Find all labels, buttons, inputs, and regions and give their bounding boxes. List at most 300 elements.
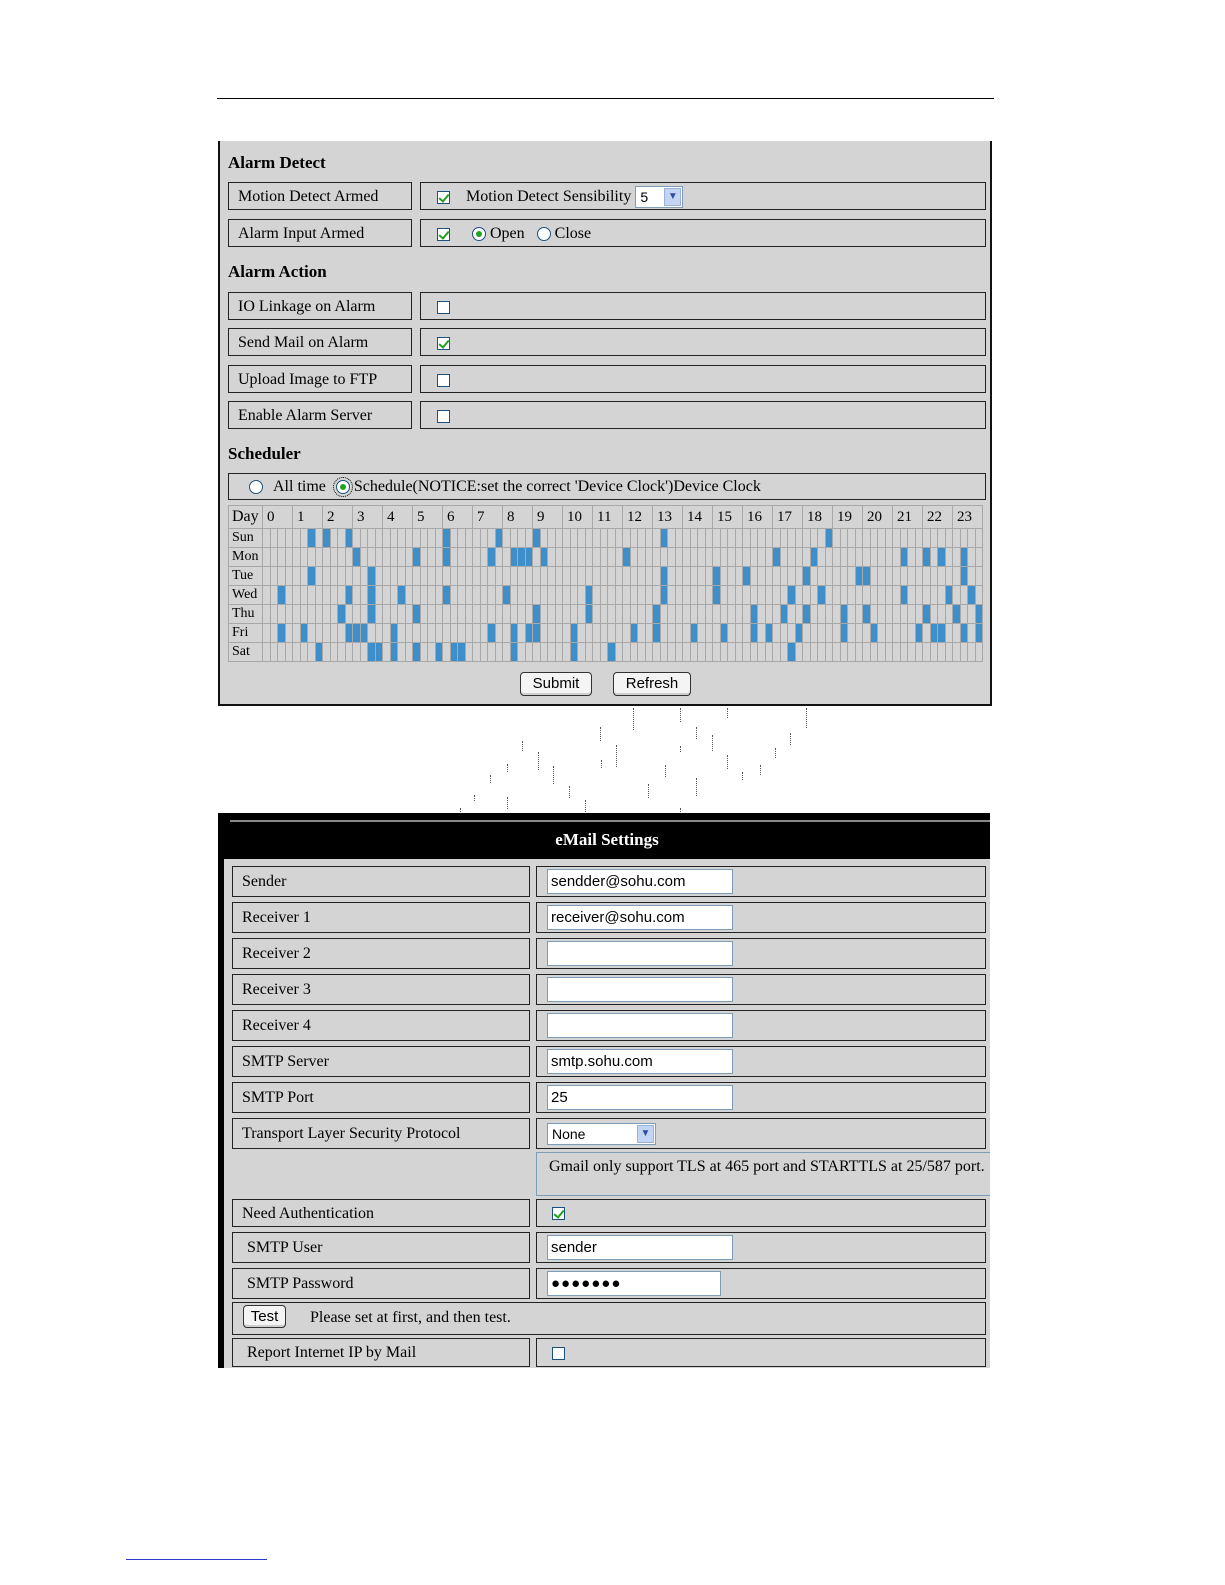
schedule-slot[interactable] [420, 643, 428, 662]
schedule-slot[interactable] [653, 567, 661, 586]
schedule-slot[interactable] [848, 605, 856, 624]
schedule-slot[interactable] [375, 624, 383, 643]
schedule-slot[interactable] [368, 548, 376, 567]
refresh-button[interactable]: Refresh [613, 672, 691, 696]
schedule-slot[interactable] [330, 605, 338, 624]
schedule-slot[interactable] [825, 643, 833, 662]
schedule-slot[interactable] [645, 529, 653, 548]
schedule-slot[interactable] [630, 567, 638, 586]
schedule-slot[interactable] [638, 586, 646, 605]
schedule-slot[interactable] [563, 643, 571, 662]
schedule-slot[interactable] [645, 586, 653, 605]
schedule-slot[interactable] [450, 605, 458, 624]
schedule-slot[interactable] [540, 567, 548, 586]
schedule-slot[interactable] [608, 529, 616, 548]
schedule-slot[interactable] [503, 643, 511, 662]
schedule-slot[interactable] [278, 643, 286, 662]
schedule-slot[interactable] [788, 548, 796, 567]
schedule-slot[interactable] [848, 529, 856, 548]
schedule-slot[interactable] [863, 529, 871, 548]
schedule-slot[interactable] [578, 605, 586, 624]
schedule-slot[interactable] [263, 605, 271, 624]
schedule-slot[interactable] [293, 643, 301, 662]
schedule-slot[interactable] [743, 529, 751, 548]
schedule-slot[interactable] [818, 529, 826, 548]
schedule-slot[interactable] [548, 605, 556, 624]
schedule-slot[interactable] [473, 567, 481, 586]
schedule-slot[interactable] [833, 586, 841, 605]
schedule-slot[interactable] [518, 529, 526, 548]
schedule-slot[interactable] [555, 548, 563, 567]
schedule-slot[interactable] [413, 567, 421, 586]
schedule-slot[interactable] [930, 605, 938, 624]
schedule-slot[interactable] [713, 567, 721, 586]
schedule-slot[interactable] [803, 548, 811, 567]
schedule-slot[interactable] [698, 605, 706, 624]
schedule-slot[interactable] [495, 605, 503, 624]
schedule-slot[interactable] [368, 643, 376, 662]
schedule-slot[interactable] [705, 529, 713, 548]
schedule-slot[interactable] [773, 624, 781, 643]
schedule-slot[interactable] [368, 624, 376, 643]
schedule-slot[interactable] [675, 567, 683, 586]
schedule-slot[interactable] [480, 643, 488, 662]
schedule-slot[interactable] [315, 529, 323, 548]
schedule-slot[interactable] [608, 586, 616, 605]
schedule-slot[interactable] [300, 643, 308, 662]
schedule-slot[interactable] [270, 529, 278, 548]
schedule-slot[interactable] [413, 605, 421, 624]
schedule-slot[interactable] [300, 586, 308, 605]
schedule-slot[interactable] [698, 529, 706, 548]
alarm-server-checkbox[interactable] [437, 410, 450, 423]
schedule-slot[interactable] [630, 643, 638, 662]
schedule-slot[interactable] [338, 643, 346, 662]
schedule-slot[interactable] [398, 548, 406, 567]
schedule-slot[interactable] [323, 529, 331, 548]
schedule-slot[interactable] [795, 643, 803, 662]
schedule-slot[interactable] [563, 605, 571, 624]
schedule-slot[interactable] [698, 567, 706, 586]
schedule-slot[interactable] [375, 567, 383, 586]
schedule-slot[interactable] [720, 548, 728, 567]
schedule-slot[interactable] [270, 567, 278, 586]
schedule-slot[interactable] [818, 548, 826, 567]
schedule-slot[interactable] [968, 567, 976, 586]
schedule-slot[interactable] [533, 586, 541, 605]
schedule-slot[interactable] [405, 643, 413, 662]
schedule-slot[interactable] [638, 567, 646, 586]
schedule-slot[interactable] [353, 529, 361, 548]
schedule-slot[interactable] [795, 548, 803, 567]
schedule-slot[interactable] [698, 548, 706, 567]
schedule-slot[interactable] [285, 548, 293, 567]
schedule-slot[interactable] [923, 529, 931, 548]
schedule-slot[interactable] [683, 567, 691, 586]
schedule-slot[interactable] [968, 586, 976, 605]
schedule-slot[interactable] [293, 605, 301, 624]
schedule-slot[interactable] [548, 643, 556, 662]
schedule-slot[interactable] [615, 605, 623, 624]
schedule-slot[interactable] [285, 586, 293, 605]
schedule-slot[interactable] [660, 624, 668, 643]
schedule-slot[interactable] [375, 586, 383, 605]
schedule-slot[interactable] [285, 624, 293, 643]
schedule-slot[interactable] [660, 548, 668, 567]
schedule-slot[interactable] [900, 548, 908, 567]
schedule-slot[interactable] [848, 586, 856, 605]
schedule-slot[interactable] [285, 529, 293, 548]
schedule-slot[interactable] [330, 548, 338, 567]
schedule-slot[interactable] [840, 605, 848, 624]
schedule-slot[interactable] [330, 643, 338, 662]
schedule-slot[interactable] [495, 529, 503, 548]
schedule-slot[interactable] [713, 624, 721, 643]
schedule-slot[interactable] [825, 586, 833, 605]
schedule-slot[interactable] [570, 529, 578, 548]
schedule-slot[interactable] [938, 586, 946, 605]
schedule-slot[interactable] [278, 529, 286, 548]
schedule-slot[interactable] [683, 643, 691, 662]
schedule-slot[interactable] [533, 605, 541, 624]
schedule-slot[interactable] [563, 529, 571, 548]
sensibility-select[interactable] [635, 186, 683, 208]
schedule-slot[interactable] [368, 586, 376, 605]
schedule-slot[interactable] [713, 529, 721, 548]
schedule-slot[interactable] [300, 624, 308, 643]
schedule-slot[interactable] [818, 567, 826, 586]
schedule-slot[interactable] [660, 567, 668, 586]
schedule-slot[interactable] [743, 605, 751, 624]
schedule-slot[interactable] [390, 529, 398, 548]
schedule-slot[interactable] [735, 529, 743, 548]
schedule-slot[interactable] [503, 567, 511, 586]
schedule-slot[interactable] [518, 548, 526, 567]
schedule-slot[interactable] [488, 643, 496, 662]
schedule-slot[interactable] [638, 529, 646, 548]
schedule-slot[interactable] [945, 567, 953, 586]
all-time-radio[interactable] [249, 480, 263, 494]
schedule-slot[interactable] [600, 548, 608, 567]
schedule-slot[interactable] [930, 586, 938, 605]
schedule-slot[interactable] [390, 586, 398, 605]
schedule-slot[interactable] [593, 567, 601, 586]
schedule-slot[interactable] [945, 624, 953, 643]
schedule-slot[interactable] [435, 529, 443, 548]
schedule-slot[interactable] [840, 624, 848, 643]
schedule-slot[interactable] [870, 624, 878, 643]
schedule-slot[interactable] [390, 624, 398, 643]
schedule-slot[interactable] [870, 643, 878, 662]
schedule-slot[interactable] [420, 548, 428, 567]
schedule-slot[interactable] [285, 643, 293, 662]
schedule-slot[interactable] [465, 567, 473, 586]
schedule-radio[interactable] [336, 480, 350, 494]
schedule-slot[interactable] [758, 643, 766, 662]
schedule-slot[interactable] [443, 643, 451, 662]
schedule-slot[interactable] [690, 586, 698, 605]
receiver3-input[interactable] [547, 977, 733, 1002]
schedule-slot[interactable] [818, 624, 826, 643]
schedule-slot[interactable] [870, 548, 878, 567]
schedule-slot[interactable] [788, 624, 796, 643]
schedule-slot[interactable] [578, 567, 586, 586]
schedule-slot[interactable] [968, 643, 976, 662]
schedule-slot[interactable] [705, 586, 713, 605]
schedule-slot[interactable] [908, 624, 916, 643]
schedule-slot[interactable] [525, 643, 533, 662]
schedule-slot[interactable] [593, 529, 601, 548]
schedule-slot[interactable] [645, 567, 653, 586]
schedule-slot[interactable] [630, 548, 638, 567]
schedule-slot[interactable] [263, 643, 271, 662]
schedule-slot[interactable] [435, 624, 443, 643]
schedule-slot[interactable] [443, 567, 451, 586]
schedule-slot[interactable] [465, 586, 473, 605]
schedule-slot[interactable] [525, 624, 533, 643]
schedule-slot[interactable] [315, 586, 323, 605]
schedule-slot[interactable] [413, 548, 421, 567]
schedule-slot[interactable] [540, 643, 548, 662]
schedule-slot[interactable] [593, 643, 601, 662]
schedule-slot[interactable] [885, 548, 893, 567]
schedule-slot[interactable] [360, 548, 368, 567]
schedule-slot[interactable] [765, 624, 773, 643]
schedule-slot[interactable] [615, 624, 623, 643]
schedule-slot[interactable] [570, 643, 578, 662]
schedule-slot[interactable] [668, 548, 676, 567]
schedule-slot[interactable] [465, 643, 473, 662]
schedule-slot[interactable] [720, 567, 728, 586]
schedule-slot[interactable] [555, 586, 563, 605]
schedule-slot[interactable] [765, 586, 773, 605]
schedule-slot[interactable] [728, 605, 736, 624]
schedule-slot[interactable] [668, 624, 676, 643]
schedule-slot[interactable] [915, 567, 923, 586]
schedule-slot[interactable] [533, 548, 541, 567]
schedule-slot[interactable] [533, 529, 541, 548]
schedule-slot[interactable] [945, 605, 953, 624]
schedule-slot[interactable] [413, 529, 421, 548]
schedule-slot[interactable] [615, 586, 623, 605]
smtp-server-input[interactable]: smtp.sohu.com [547, 1049, 733, 1074]
schedule-slot[interactable] [510, 643, 518, 662]
schedule-slot[interactable] [428, 643, 436, 662]
schedule-slot[interactable] [870, 529, 878, 548]
schedule-slot[interactable] [960, 605, 968, 624]
schedule-slot[interactable] [398, 567, 406, 586]
schedule-slot[interactable] [645, 548, 653, 567]
schedule-slot[interactable] [893, 567, 901, 586]
schedule-slot[interactable] [420, 586, 428, 605]
schedule-slot[interactable] [645, 643, 653, 662]
schedule-slot[interactable] [315, 643, 323, 662]
schedule-slot[interactable] [420, 567, 428, 586]
schedule-slot[interactable] [540, 548, 548, 567]
schedule-slot[interactable] [938, 529, 946, 548]
schedule-slot[interactable] [810, 529, 818, 548]
schedule-slot[interactable] [915, 586, 923, 605]
schedule-slot[interactable] [803, 529, 811, 548]
schedule-slot[interactable] [750, 605, 758, 624]
schedule-slot[interactable] [533, 567, 541, 586]
schedule-slot[interactable] [570, 567, 578, 586]
io-linkage-checkbox[interactable] [437, 301, 450, 314]
schedule-slot[interactable] [338, 624, 346, 643]
schedule-slot[interactable] [750, 548, 758, 567]
schedule-slot[interactable] [938, 548, 946, 567]
schedule-slot[interactable] [803, 624, 811, 643]
schedule-slot[interactable] [270, 586, 278, 605]
schedule-slot[interactable] [398, 624, 406, 643]
schedule-slot[interactable] [623, 605, 631, 624]
schedule-slot[interactable] [525, 567, 533, 586]
schedule-slot[interactable] [893, 624, 901, 643]
schedule-slot[interactable] [458, 548, 466, 567]
schedule-slot[interactable] [758, 586, 766, 605]
schedule-slot[interactable] [390, 605, 398, 624]
schedule-slot[interactable] [368, 567, 376, 586]
schedule-slot[interactable] [900, 529, 908, 548]
schedule-slot[interactable] [450, 624, 458, 643]
schedule-slot[interactable] [570, 605, 578, 624]
schedule-slot[interactable] [938, 567, 946, 586]
schedule-slot[interactable] [458, 567, 466, 586]
schedule-slot[interactable] [623, 567, 631, 586]
schedule-slot[interactable] [833, 624, 841, 643]
schedule-slot[interactable] [458, 529, 466, 548]
schedule-slot[interactable] [458, 586, 466, 605]
schedule-slot[interactable] [765, 548, 773, 567]
schedule-slot[interactable] [360, 529, 368, 548]
schedule-slot[interactable] [510, 605, 518, 624]
schedule-slot[interactable] [878, 643, 886, 662]
schedule-slot[interactable] [758, 529, 766, 548]
schedule-slot[interactable] [780, 548, 788, 567]
schedule-slot[interactable] [788, 605, 796, 624]
schedule-slot[interactable] [735, 567, 743, 586]
schedule-slot[interactable] [285, 605, 293, 624]
schedule-slot[interactable] [848, 548, 856, 567]
schedule-slot[interactable] [750, 624, 758, 643]
schedule-slot[interactable] [323, 605, 331, 624]
schedule-slot[interactable] [353, 548, 361, 567]
schedule-slot[interactable] [915, 643, 923, 662]
schedule-slot[interactable] [645, 624, 653, 643]
schedule-slot[interactable] [743, 643, 751, 662]
schedule-slot[interactable] [900, 586, 908, 605]
schedule-slot[interactable] [720, 586, 728, 605]
schedule-slot[interactable] [473, 529, 481, 548]
schedule-slot[interactable] [585, 643, 593, 662]
schedule-slot[interactable] [450, 548, 458, 567]
schedule-slot[interactable] [383, 643, 391, 662]
schedule-slot[interactable] [825, 624, 833, 643]
schedule-slot[interactable] [878, 605, 886, 624]
schedule-slot[interactable] [270, 548, 278, 567]
schedule-slot[interactable] [608, 643, 616, 662]
schedule-slot[interactable] [735, 548, 743, 567]
schedule-slot[interactable] [615, 643, 623, 662]
tls-select[interactable] [547, 1123, 656, 1145]
schedule-slot[interactable] [773, 567, 781, 586]
schedule-slot[interactable] [578, 624, 586, 643]
schedule-slot[interactable] [758, 624, 766, 643]
schedule-slot[interactable] [900, 643, 908, 662]
schedule-slot[interactable] [623, 586, 631, 605]
schedule-slot[interactable] [300, 548, 308, 567]
schedule-slot[interactable] [495, 586, 503, 605]
schedule-slot[interactable] [615, 567, 623, 586]
schedule-slot[interactable] [788, 643, 796, 662]
schedule-slot[interactable] [968, 529, 976, 548]
schedule-slot[interactable] [878, 586, 886, 605]
schedule-slot[interactable] [518, 586, 526, 605]
schedule-slot[interactable] [338, 529, 346, 548]
schedule-slot[interactable] [728, 567, 736, 586]
schedule-slot[interactable] [675, 643, 683, 662]
schedule-slot[interactable] [405, 624, 413, 643]
schedule-slot[interactable] [315, 605, 323, 624]
schedule-slot[interactable] [690, 605, 698, 624]
schedule-slot[interactable] [720, 624, 728, 643]
schedule-slot[interactable] [660, 586, 668, 605]
schedule-slot[interactable] [908, 548, 916, 567]
schedule-slot[interactable] [863, 643, 871, 662]
schedule-slot[interactable] [323, 548, 331, 567]
schedule-slot[interactable] [930, 643, 938, 662]
schedule-slot[interactable] [345, 624, 353, 643]
schedule-slot[interactable] [773, 643, 781, 662]
schedule-slot[interactable] [788, 567, 796, 586]
schedule-slot[interactable] [675, 548, 683, 567]
schedule-slot[interactable] [428, 605, 436, 624]
schedule-slot[interactable] [653, 605, 661, 624]
schedule-slot[interactable] [540, 586, 548, 605]
schedule-slot[interactable] [653, 643, 661, 662]
schedule-slot[interactable] [893, 529, 901, 548]
schedule-slot[interactable] [885, 529, 893, 548]
schedule-slot[interactable] [960, 643, 968, 662]
schedule-slot[interactable] [773, 548, 781, 567]
schedule-slot[interactable] [495, 624, 503, 643]
schedule-slot[interactable] [375, 548, 383, 567]
schedule-slot[interactable] [668, 643, 676, 662]
schedule-slot[interactable] [563, 624, 571, 643]
schedule-slot[interactable] [675, 586, 683, 605]
schedule-slot[interactable] [870, 586, 878, 605]
schedule-slot[interactable] [338, 548, 346, 567]
schedule-slot[interactable] [360, 643, 368, 662]
schedule-slot[interactable] [915, 624, 923, 643]
schedule-slot[interactable] [930, 624, 938, 643]
schedule-slot[interactable] [308, 548, 316, 567]
schedule-slot[interactable] [540, 605, 548, 624]
schedule-slot[interactable] [263, 548, 271, 567]
schedule-slot[interactable] [285, 567, 293, 586]
schedule-slot[interactable] [960, 586, 968, 605]
report-ip-checkbox[interactable] [552, 1347, 565, 1360]
schedule-slot[interactable] [585, 605, 593, 624]
schedule-slot[interactable] [473, 624, 481, 643]
schedule-slot[interactable] [780, 586, 788, 605]
schedule-slot[interactable] [975, 624, 983, 643]
schedule-slot[interactable] [345, 567, 353, 586]
alarm-input-checkbox[interactable] [437, 228, 450, 241]
schedule-slot[interactable] [278, 605, 286, 624]
schedule-slot[interactable] [705, 605, 713, 624]
schedule-slot[interactable] [308, 643, 316, 662]
